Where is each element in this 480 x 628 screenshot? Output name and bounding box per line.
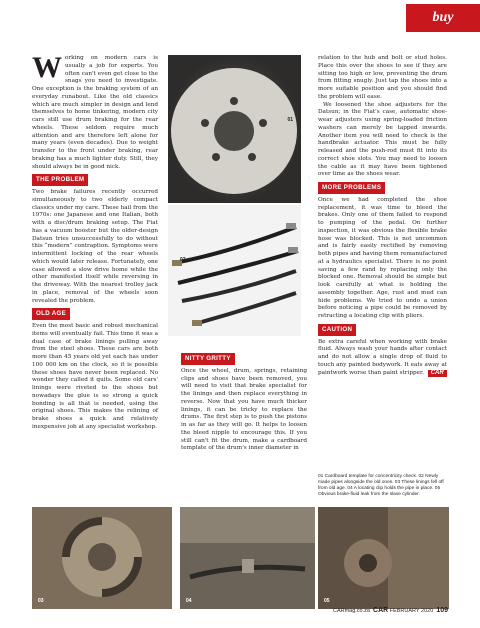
heading-problem: THE PROBLEM xyxy=(32,174,88,186)
cardboard-disc-graphic xyxy=(168,55,301,203)
car-logo: CAR xyxy=(428,370,447,378)
brake-linings-graphic xyxy=(32,507,172,609)
image-label-05: 05 xyxy=(324,598,330,604)
section-tab xyxy=(406,4,480,32)
image-label-02: 02 xyxy=(180,257,186,263)
drop-cap: W xyxy=(32,51,62,84)
column-2 xyxy=(181,350,307,453)
old-age-paragraph: Even the most basic and robust mechanical items will eventually fail. This time it was a dual case of brake linings pulling away from the steel shoes. These cars are both more than 45 years old yet each has under 100 000 km on the clock, so it is possible these shoes have never been replaced. No wonder they called it quits. Some old cars' linings were riveted to the shoes but nowadays the glue is so strong a quick bonding is all that is needed, using the original shoes. This makes the relining of brake shoes a quick and relatively inexpensive job at any specialist workshop. xyxy=(32,323,158,430)
photo-captions: 01 Cardboard template for concentricity check. 02 Newly made pipes alongside the old ones. 03 These linings fell off from old age. 04 A locating clip holds the pipe in place. 05 Obvious brake-fluid leak from the slave cylinder. xyxy=(318,474,444,497)
right-paragraph-2: We loosened the shoe adjusters for the Datsun; in the Fiat's case, automatic shoe-wear adjusters using spring-loaded friction washers can merely be tapped inwards. Another item you will need to check is the handbrake actuator. This must be fully released and the push-rod must fit into its correct shoe slots. You may need to loosen the cable as it may have been tightened over time as the shoes wear. xyxy=(318,101,447,178)
page-number: 109 xyxy=(436,607,448,614)
image-brake-pipes xyxy=(168,205,301,336)
image-fluid-leak xyxy=(318,507,449,609)
column-3 xyxy=(318,55,447,377)
locating-clip-graphic xyxy=(180,507,315,609)
footer-mag: CAR xyxy=(373,607,389,614)
intro-text: orking on modern cars is usually a job for experts. You often can't even get close to the snags you need to investigate. One exception is the braking system of an everyday runabout. Like the old classics which are much simpler in design and lend themselves to home tinkering, modern city cars still use drum braking for the rear wheels. These seldom require much attention and are therefore left alone for many years (even decades). Due to weight transfer to the front under braking, rear braking has a much lighter duty. Still, they should always be in good nick. xyxy=(32,55,158,170)
intro-paragraph xyxy=(32,51,158,171)
image-label-03: 03 xyxy=(38,598,44,604)
brake-pipes-graphic xyxy=(168,205,301,336)
image-brake-linings xyxy=(32,507,172,609)
column-1 xyxy=(32,51,158,432)
page-footer xyxy=(333,607,448,614)
image-label-01: 01 xyxy=(287,117,293,123)
image-cardboard-template xyxy=(168,55,301,203)
right-paragraph-1: relation to the hub and bolt or stud holes. Place this over the shoes to see if they are sitting too high or low, preventing the drum from fitting snugly. Just tap the shoes into a more suitable position and you should find the problem will ease. xyxy=(318,55,447,100)
nitty-gritty-paragraph: Once the wheel, drum, springs, retaining clips and shoes have been removed, you will need to visit that brake specialist for the linings and then replace everything in reverse. Now that you have much thicker linings, it can be tricky to replace the drums. The first step is to push the pistons in as far as they will go. It helps to loosen the bleed nipple to encourage this. If you still can't fit the drum, make a cardboard template of the drum's inner diameter in xyxy=(181,367,307,452)
heading-old-age: OLD AGE xyxy=(32,308,70,320)
footer-issue: FEBRUARY 2020 xyxy=(389,608,434,614)
heading-nitty-gritty: NITTY GRITTY xyxy=(181,353,235,365)
section-label: buy xyxy=(432,10,454,25)
caution-paragraph xyxy=(318,339,447,378)
footer-site: CARmag.co.za xyxy=(332,608,370,614)
fluid-leak-graphic xyxy=(318,507,449,609)
image-locating-clip xyxy=(180,507,315,609)
heading-more-problems: MORE PROBLEMS xyxy=(318,182,385,194)
more-problems-paragraph: Once we had completed the shoe replacement, it was time to bleed the brakes. Only one of them failed to respond to pumping of the pedal. On further inspection, it was obvious the flexible brake hose was blocked. This is not uncommon and is fairly easily rectified by removing both pipes and having them remanufactured at a hydraulics specialist. There is no point saving a few rand by replacing only the blocked one. Removal should be simple but look carefully at what is holding the assembly together. Age, rust and mud can hide problems. We tried to undo a union before noticing a pipe could be removed by retracting a locating clip with pliers. xyxy=(318,196,447,319)
heading-caution: CAUTION xyxy=(318,324,356,336)
caution-text: Be extra careful when working with brake fluid. Always wash your hands after contact and do not allow a single drop of fluid to touch any painted bodywork. It eats away at paintwork worse than paint stripper. xyxy=(318,338,447,376)
problem-paragraph: Two brake failures recently occurred simultaneously to two elderly compact classics under my care. These hail from the 1970s: one Japanese and one Italian, both with a disc/drum braking setup. The Fiat has a vacuum booster but the older-design Datsun tries unsuccessfully to do without this “modern” contraption. Symptoms were intermittent locking of the rear wheels which would later release. Fortunately, one case allowed a slow drive home while the other manifested itself while reversing in the driveway. With the nearest trolley jack in place, removal of the wheels soon revealed the problem. xyxy=(32,189,158,304)
image-label-04: 04 xyxy=(186,598,192,604)
